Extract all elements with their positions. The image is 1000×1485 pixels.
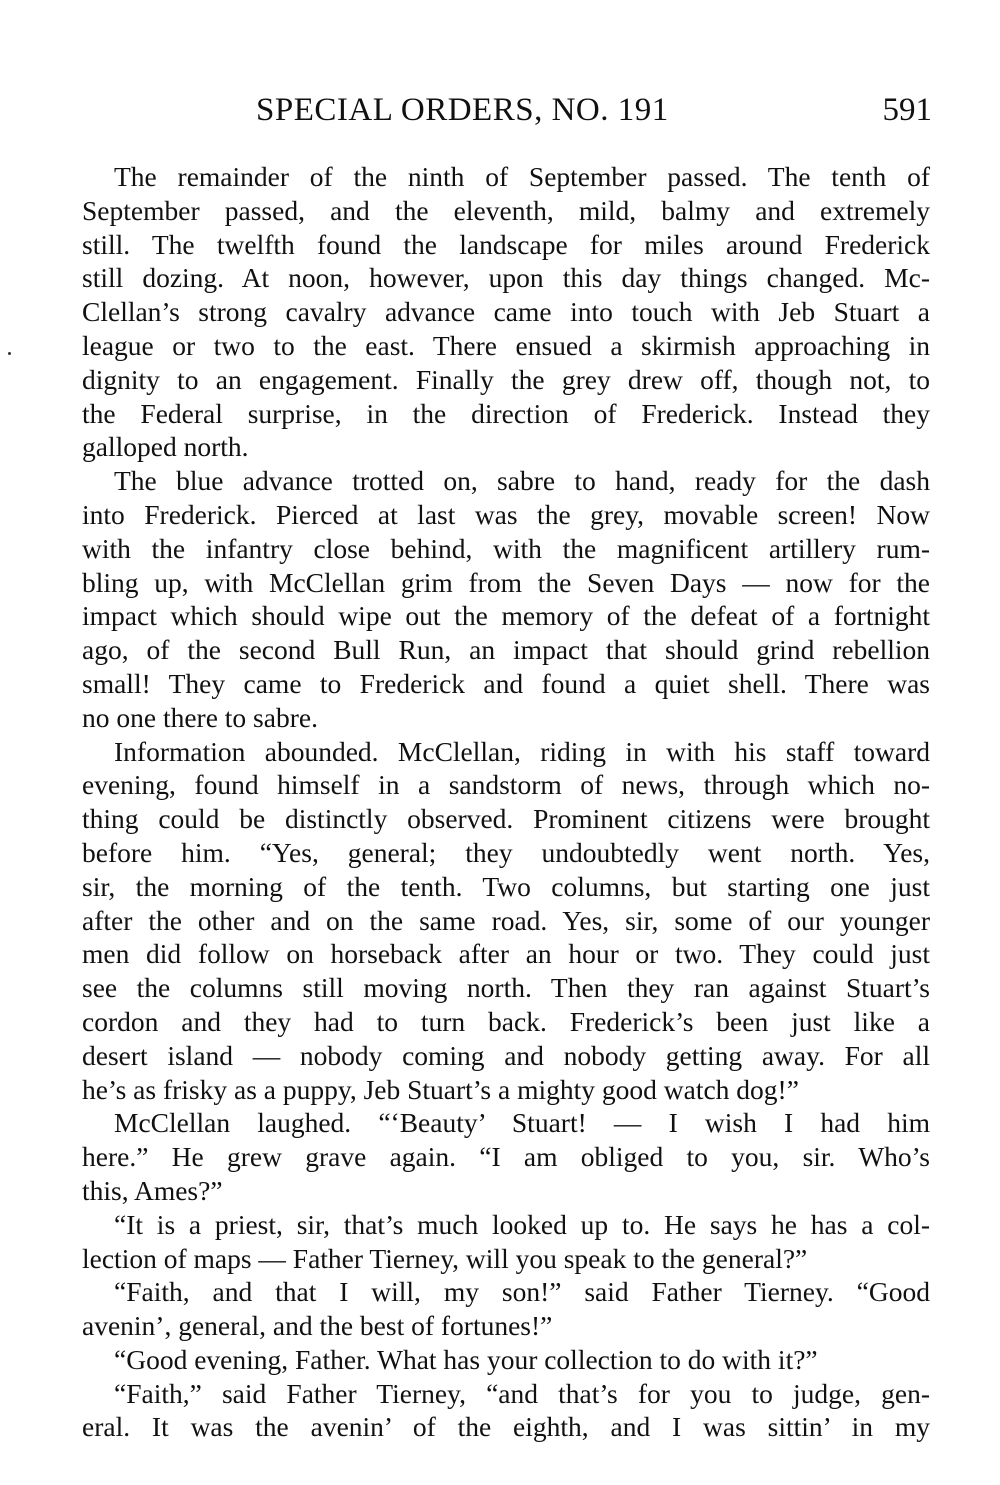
text-line: thing could be distinctly observed. Prominent citizens were brought xyxy=(82,803,930,835)
text-line: evening, found himself in a sandstorm of news, through which no- xyxy=(82,769,930,801)
text-line: eral. It was the avenin’ of the eighth, and I was sittin’ in my xyxy=(82,1411,930,1443)
margin-speck xyxy=(8,352,11,355)
text-line: September passed, and the eleventh, mild, balmy and extremely xyxy=(82,194,930,226)
text-line: before him. “Yes, general; they undoubtedly went north. Yes, xyxy=(82,836,930,868)
text-line: here.” He grew grave again. “I am obliged to you, sir. Who’s xyxy=(82,1141,930,1173)
text-line: still. The twelfth found the landscape for miles around Frederick xyxy=(82,228,930,260)
text-line: dignity to an engagement. Finally the grey drew off, though not, to xyxy=(82,363,930,395)
text-line: ago, of the second Bull Run, an impact that should grind rebellion xyxy=(82,634,930,666)
text-line: this, Ames?” xyxy=(82,1174,223,1206)
paragraph xyxy=(82,1377,930,1445)
page-header xyxy=(80,92,932,136)
page-number: 591 xyxy=(882,92,932,128)
paragraph xyxy=(82,1106,930,1207)
text-line: McClellan laughed. “‘Beauty’ Stuart! — I wish I had him xyxy=(114,1107,930,1139)
paragraph xyxy=(82,1343,930,1377)
text-line: avenin’, general, and the best of fortunes!” xyxy=(82,1310,553,1342)
paragraph xyxy=(82,735,930,1107)
text-line: after the other and on the same road. Yes, sir, some of our younger xyxy=(82,904,930,936)
text-line: “Faith,” said Father Tierney, “and that’s for you to judge, gen- xyxy=(114,1377,930,1409)
paragraph xyxy=(82,1208,930,1276)
text-line: still dozing. At noon, however, upon this day things changed. Mc- xyxy=(82,262,930,294)
text-line: desert island — nobody coming and nobody getting away. For all xyxy=(82,1039,930,1071)
text-line: cordon and they had to turn back. Frederick’s been just like a xyxy=(82,1005,930,1037)
text-line: bling up, with McClellan grim from the Seven Days — now for the xyxy=(82,566,930,598)
paragraph xyxy=(82,160,930,464)
paragraph xyxy=(82,1275,930,1343)
text-line: small! They came to Frederick and found a quiet shell. There was xyxy=(82,667,930,699)
text-line: he’s as frisky as a puppy, Jeb Stuart’s a mighty good watch dog!” xyxy=(82,1073,799,1105)
text-line: league or two to the east. There ensued a skirmish approaching in xyxy=(82,329,930,361)
text-line: with the infantry close behind, with the magnificent artillery rum- xyxy=(82,532,930,564)
text-line: “Good evening, Father. What has your collection to do with it?” xyxy=(114,1343,818,1375)
text-line: Information abounded. McClellan, riding in with his staff toward xyxy=(114,735,930,767)
text-line: The remainder of the ninth of September passed. The tenth of xyxy=(114,161,930,192)
paragraph xyxy=(82,464,930,734)
body-text xyxy=(82,160,930,1444)
text-line: the Federal surprise, in the direction of Frederick. Instead they xyxy=(82,397,930,429)
text-line: “Faith, and that I will, my son!” said Father Tierney. “Good xyxy=(114,1276,930,1308)
text-line: into Frederick. Pierced at last was the grey, movable screen! Now xyxy=(82,498,930,530)
text-line: sir, the morning of the tenth. Two columns, but starting one just xyxy=(82,870,930,902)
text-line: The blue advance trotted on, sabre to hand, ready for the dash xyxy=(114,465,930,497)
text-line: men did follow on horseback after an hour or two. They could just xyxy=(82,938,930,970)
text-line: galloped north. xyxy=(82,431,249,463)
text-line: “It is a priest, sir, that’s much looked up to. He says he has a col- xyxy=(114,1208,930,1240)
text-line: no one there to sabre. xyxy=(82,701,318,733)
text-line: see the columns still moving north. Then they ran against Stuart’s xyxy=(82,972,930,1004)
text-line: impact which should wipe out the memory of the defeat of a fortnight xyxy=(82,600,930,632)
text-line: lection of maps — Father Tierney, will you speak to the general?” xyxy=(82,1242,808,1274)
text-line: Clellan’s strong cavalry advance came into touch with Jeb Stuart a xyxy=(82,296,930,328)
running-head: SPECIAL ORDERS, NO. 191 xyxy=(256,92,669,128)
